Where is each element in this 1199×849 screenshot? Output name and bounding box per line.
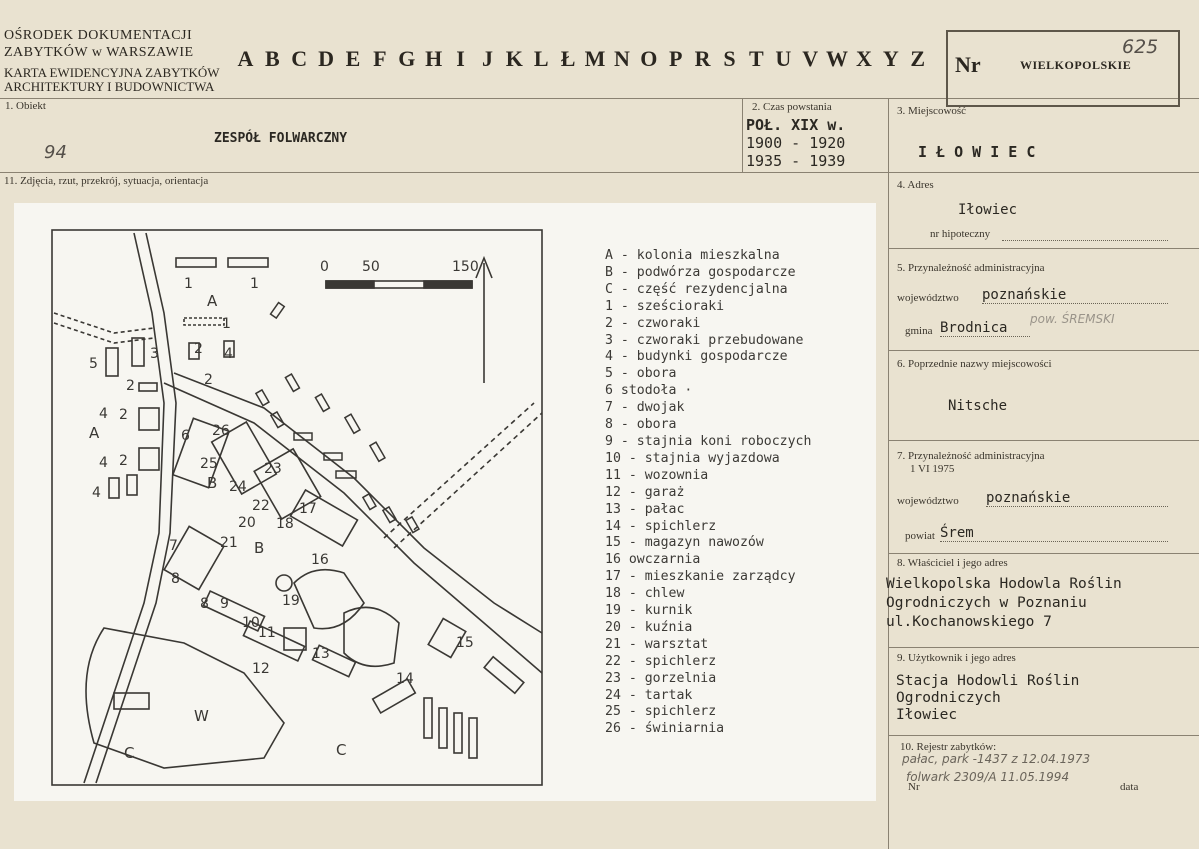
svg-text:4: 4 [92,485,101,501]
site-plan-photo [14,203,876,801]
alphabet-letter: Y [882,46,899,71]
register-hand1: pałac, park -1437 z 12.04.1973 [902,752,1091,766]
time-line2: 1900 - 1920 [746,134,846,152]
svg-text:17: 17 [299,501,317,517]
svg-text:15: 15 [456,635,474,651]
road-dashed [394,413,542,548]
rule-f7 [888,553,1199,554]
alphabet-letter: F [373,46,387,71]
svg-text:9: 9 [220,596,229,612]
legend-item: 3 - czworaki przebudowane [605,332,804,348]
alphabet-letter: Ł [560,46,576,71]
field2-label: 2. Czas powstania [752,101,832,113]
alphabet-letter: P [668,46,683,71]
alphabet-letter: K [505,46,523,71]
register-hand2: folwark 2309/A 11.05.1994 [906,770,1070,784]
svg-text:13: 13 [312,646,330,662]
rule-f9 [888,735,1199,736]
province2-label: województwo [897,495,959,507]
legend-item: 5 - obora [605,366,677,382]
small-outbuildings [256,303,419,533]
svg-text:6: 6 [181,428,190,444]
field5-label: 5. Przynależność administracyjna [897,262,1045,274]
scale-labels [320,259,479,275]
area-label-b2: B [254,539,265,557]
svg-text:7: 7 [169,538,178,554]
legend-item: 22 - spichlerz [605,653,717,669]
svg-text:4: 4 [224,346,233,362]
alphabet-index [232,46,931,72]
area-label-c1: C [124,744,135,762]
commune-label: gmina [905,325,933,337]
register-date-label: data [1120,781,1139,793]
mortgage-label: nr hipoteczny [930,228,991,240]
park-19 [294,570,364,629]
map-numbers [89,276,474,687]
field7-label: 7. Przynależność administracyjna [897,450,1045,462]
alphabet-letter: H [425,46,443,71]
svg-text:8: 8 [171,571,180,587]
field4-label: 4. Adres [897,179,934,191]
legend-item: 8 - obora [605,417,677,433]
legend-item: 14 - spichlerz [605,518,717,534]
legend-item: 21 - warsztat [605,636,709,652]
legend-item: 19 - kurnik [605,603,693,619]
svg-text:2: 2 [126,378,135,394]
rule-f4 [888,248,1199,249]
svg-text:5: 5 [89,356,98,372]
rule-f6 [888,440,1199,441]
svg-text:4: 4 [99,455,108,471]
alphabet-letter: A [237,46,254,71]
field1-label: 1. Obiekt [5,100,46,112]
mortgage-line [1002,240,1168,241]
area-label-a2: A [89,424,100,442]
alphabet-letter: T [749,46,764,71]
legend-item: 4 - budynki gospodarcze [605,349,788,365]
legend-item: 26 - świniarnia [605,721,725,737]
alphabet-letter: J [481,46,493,71]
svg-text:8: 8 [200,596,209,612]
rule-row1 [0,172,1199,173]
pond-w [86,628,284,768]
address-value: Iłowiec [958,202,1018,218]
svg-text:21: 21 [220,535,238,551]
area-label-c2: C [336,741,347,759]
former-names-value: Nitsche [948,398,1008,414]
svg-text:2: 2 [194,341,203,357]
alphabet-letter: B [264,46,280,71]
region-name: WIELKOPOLSKIE [1020,58,1132,72]
svg-text:24: 24 [229,479,247,495]
legend-item: B - podwórza gospodarcze [605,264,796,280]
user-line2: Ogrodniczych [896,690,1001,706]
alphabet-letter: O [640,46,658,71]
card-type-line1: KARTA EWIDENCYJNA ZABYTKÓW [4,65,220,80]
legend-item: 6 stodoła · [605,383,693,399]
card-type-line2: ARCHITEKTURY I BUDOWNICTWA [4,79,215,94]
field11-label: 11. Zdjęcia, rzut, przekrój, sytuacja, orientacja [4,175,209,187]
user-line3: Iłowiec [896,707,958,723]
field8-label: 8. Właściciel i jego adres [897,557,1008,569]
legend-item: 23 - gorzelnia [605,670,717,686]
register-nr-label: Nr [908,781,920,793]
svg-text:2: 2 [119,407,128,423]
svg-text:16: 16 [311,552,329,568]
alphabet-letter: C [291,46,308,71]
time-line3: 1935 - 1939 [746,152,846,170]
legend-item: 24 - tartak [605,687,693,703]
svg-text:2: 2 [119,453,128,469]
legend-item: 1 - sześcioraki [605,298,725,314]
nr-handwritten: 625 [1122,36,1159,58]
svg-text:10: 10 [242,615,260,631]
legend-item: 2 - czworaki [605,315,701,331]
svg-text:11: 11 [258,625,276,641]
svg-text:19: 19 [282,593,300,609]
field9-label: 9. Użytkownik i jego adres [897,652,1016,664]
svg-text:20: 20 [238,515,256,531]
svg-text:1: 1 [250,276,259,292]
svg-text:4: 4 [99,406,108,422]
legend-item: 11 - wozownia [605,467,709,483]
svg-text:26: 26 [212,423,230,439]
alphabet-letter: R [694,46,711,71]
time-line1: POŁ. XIX w. [746,116,846,134]
legend-item: 25 - spichlerz [605,704,717,720]
svg-text:1: 1 [222,316,231,332]
svg-text:22: 22 [252,498,270,514]
province2-value: poznańskie [986,490,1168,507]
legend-item: 7 - dwojak [605,400,685,416]
alphabet-letter: Z [910,46,926,71]
owner-line3: ul.Kochanowskiego 7 [886,614,1052,630]
alphabet-letter: S [723,46,736,71]
svg-text:3: 3 [150,346,159,362]
org-name-line2: ZABYTKÓW w WARSZAWIE [4,45,194,60]
locality-name: I Ł O W I E C [918,143,1036,161]
legend-item: 18 - chlew [605,586,685,602]
legend-item: 17 - mieszkanie zarządcy [605,569,796,585]
admin-date: 1 VI 1975 [910,463,955,475]
alphabet-letter: I [456,46,465,71]
legend-item: C - część rezydencjalna [605,281,788,297]
area-label-a1: A [207,292,218,310]
legend-item: 20 - kuźnia [605,619,693,635]
object-hand-number: 94 [44,142,67,163]
svg-text:12: 12 [252,661,270,677]
org-name-line1: OŚRODEK DOKUMENTACJI [4,28,193,43]
rule-col-right [888,98,889,849]
field6-label: 6. Poprzednie nazwy miejscowości [897,358,1052,370]
rule-col-time [742,98,743,172]
district-label: powiat [905,530,935,542]
nr-label: Nr [955,52,981,77]
rule-f8 [888,647,1199,648]
district-value: Śrem [940,525,1168,542]
map-frame [52,230,542,785]
owner-line2: Ogrodniczych w Poznaniu [886,595,1087,611]
alphabet-letter: E [345,46,361,71]
alphabet-letter: D [318,46,335,71]
svg-text:18: 18 [276,516,294,532]
svg-text:14: 14 [396,671,414,687]
commune-value: Brodnica [940,320,1030,337]
legend-item: 16 owczarnia [605,552,701,568]
area-label-b1: B [207,474,218,492]
legend-item: 9 - stajnia koni roboczych [605,433,812,449]
field3-label: 3. Miejscowość [897,105,967,117]
alphabet-letter: G [398,46,416,71]
legend-item: 13 - pałac [605,501,685,517]
svg-text:1: 1 [184,276,193,292]
map-legend [605,248,811,738]
alphabet-letter: V [802,46,819,71]
field10-label: 10. Rejestr zabytków: [900,741,997,753]
owner-line1: Wielkopolska Hodowla Roślin [886,576,1122,592]
svg-text:2: 2 [204,372,213,388]
legend-item: 15 - magazyn nawozów [605,535,764,551]
province-value: poznańskie [982,287,1168,304]
province-label: województwo [897,292,959,304]
alphabet-letter: L [533,46,549,71]
county-hand-note: pow. ŚREMSKI [1030,312,1115,326]
svg-text:23: 23 [264,461,282,477]
rule-f5 [888,350,1199,351]
user-line1: Stacja Hodowli Roślin [896,673,1080,689]
alphabet-letter: U [775,46,792,71]
area-label-w: W [194,707,209,725]
legend-item: 10 - stajnia wyjazdowa [605,450,780,466]
legend-item: A - kolonia mieszkalna [605,248,780,263]
svg-text:25: 25 [200,456,218,472]
alphabet-letter: X [855,46,872,71]
legend-item: 12 - garaż [605,484,685,500]
alphabet-letter: M [584,46,606,71]
svg-text:0: 0 [320,259,329,275]
object-name: ZESPÓŁ FOLWARCZNY [214,131,348,146]
svg-text:50: 50 [362,259,380,275]
svg-text:150: 150 [452,259,479,275]
map-area-labels [89,292,346,762]
alphabet-letter: W [826,46,849,71]
alphabet-letter: N [613,46,630,71]
